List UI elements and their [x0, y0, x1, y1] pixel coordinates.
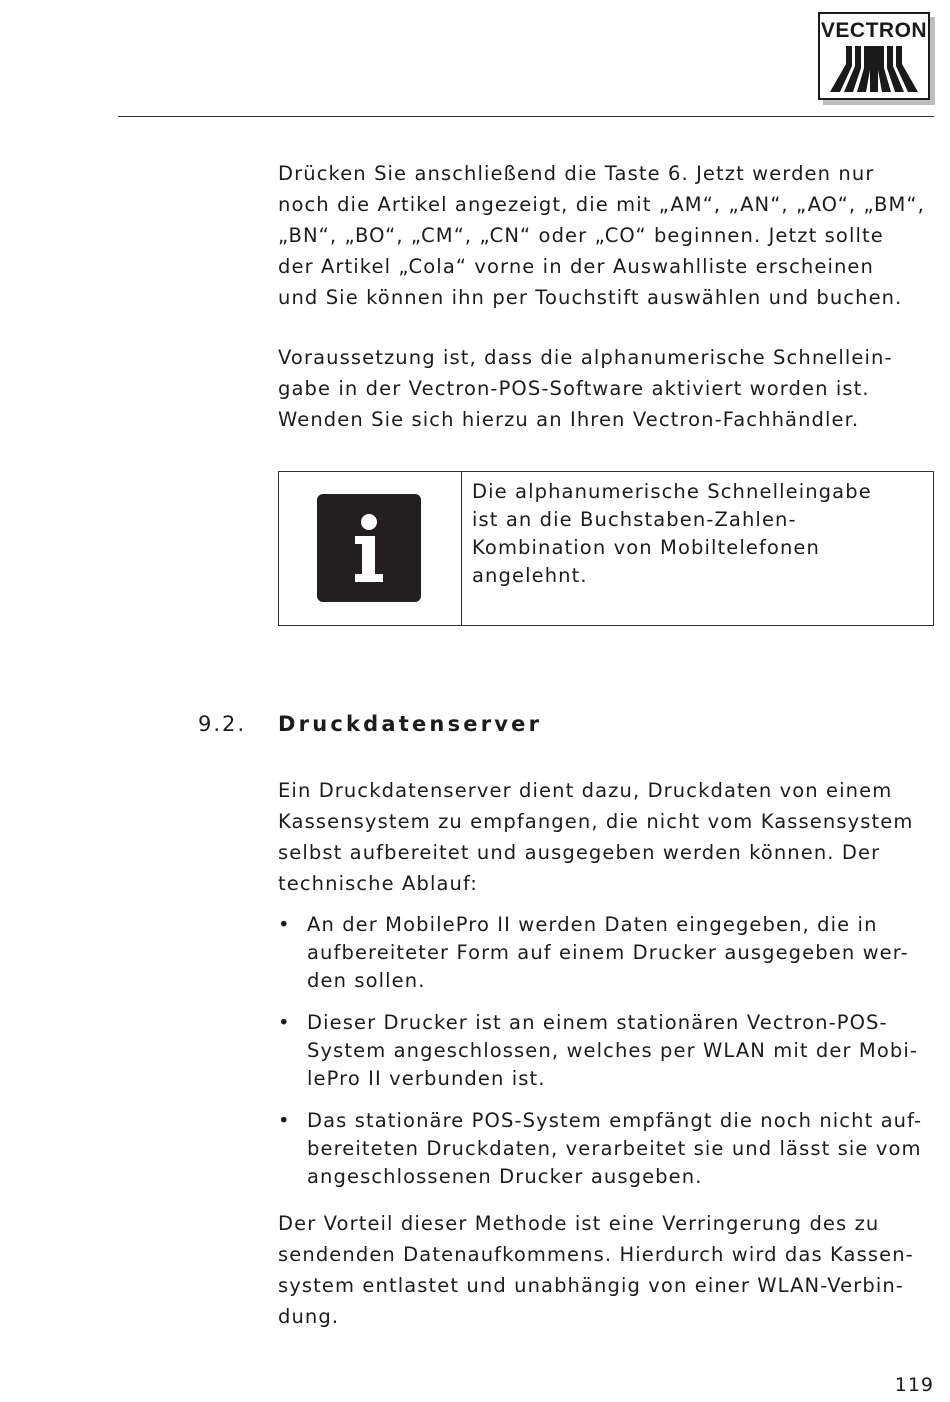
text-line: dung.: [278, 1305, 340, 1328]
info-note-box: [278, 471, 934, 626]
paragraph-2: [278, 342, 893, 435]
text-line: selbst aufbereitet und ausgegeben werden können. Der: [278, 841, 881, 864]
text-line: „BN“, „BO“, „CM“, „CN“ oder „CO“ beginnen. Jetzt sollte: [278, 224, 884, 247]
header-rule: [118, 116, 934, 117]
text-line: system entlastet und unabhängig von einer WLAN-Verbin-: [278, 1274, 904, 1297]
info-icon: [317, 494, 421, 602]
bullet-icon: •: [278, 1109, 291, 1132]
text-line: der Artikel „Cola“ vorne in der Auswahlliste erscheinen: [278, 255, 874, 278]
text-line: Die alphanumerische Schnelleingabe: [472, 480, 872, 503]
text-line: gabe in der Vectron-POS-Software aktiviert worden ist.: [278, 377, 870, 400]
text-line: Wenden Sie sich hierzu an Ihren Vectron-Fachhändler.: [278, 408, 860, 431]
bullet-icon: •: [278, 913, 291, 936]
text-line: Voraussetzung ist, dass die alphanumerische Schnellein-: [278, 346, 893, 369]
text-line: aufbereiteter Form auf einem Drucker ausgegeben wer-: [307, 941, 909, 964]
text-line: Drücken Sie anschließend die Taste 6. Jetzt werden nur: [278, 162, 875, 185]
text-line: Das stationäre POS-System empfängt die noch nicht auf-: [307, 1109, 923, 1132]
list-item: [278, 911, 922, 995]
logo-text: VECTRON: [820, 19, 928, 42]
section-title: Druckdatenserver: [278, 712, 543, 736]
text-line: technische Ablauf:: [278, 872, 478, 895]
text-line: Dieser Drucker ist an einem stationären Vectron-POS-: [307, 1011, 888, 1034]
paragraph-3: [278, 775, 913, 899]
text-line: lePro II verbunden ist.: [307, 1067, 546, 1090]
paragraph-1: [278, 158, 925, 313]
list-item: [278, 1009, 922, 1093]
paragraph-4: [278, 1208, 914, 1332]
text-line: angelehnt.: [472, 564, 588, 587]
info-note-text: [472, 478, 872, 590]
bullet-icon: •: [278, 1011, 291, 1034]
text-line: ist an die Buchstaben-Zahlen-: [472, 508, 797, 531]
list-item: [278, 1107, 922, 1191]
text-line: Der Vorteil dieser Methode ist eine Verringerung des zu: [278, 1212, 880, 1235]
text-line: angeschlossenen Drucker ausgeben.: [307, 1165, 703, 1188]
bullet-list: [278, 911, 922, 1205]
text-line: bereiteten Druckdaten, verarbeitet sie und lässt sie vom: [307, 1137, 922, 1160]
text-line: den sollen.: [307, 969, 426, 992]
page-number: 119: [894, 1374, 934, 1396]
text-line: und Sie können ihn per Touchstift auswählen und buchen.: [278, 286, 903, 309]
section-number: 9.2.: [198, 712, 247, 736]
text-line: Kassensystem zu empfangen, die nicht vom Kassensystem: [278, 810, 914, 833]
text-line: System angeschlossen, welches per WLAN mit der Mobi-: [307, 1039, 918, 1062]
text-line: An der MobilePro II werden Daten eingegeben, die in: [307, 913, 878, 936]
text-line: Ein Druckdatenserver dient dazu, Druckdaten von einem: [278, 779, 893, 802]
logo-mark-icon: [828, 44, 920, 94]
vectron-logo: [818, 12, 930, 100]
text-line: Kombination von Mobiltelefonen: [472, 536, 820, 559]
text-line: sendenden Datenaufkommens. Hierdurch wird das Kassen-: [278, 1243, 914, 1266]
text-line: noch die Artikel angezeigt, die mit „AM“, „AN“, „AO“, „BM“,: [278, 193, 925, 216]
info-box-divider: [461, 472, 462, 625]
